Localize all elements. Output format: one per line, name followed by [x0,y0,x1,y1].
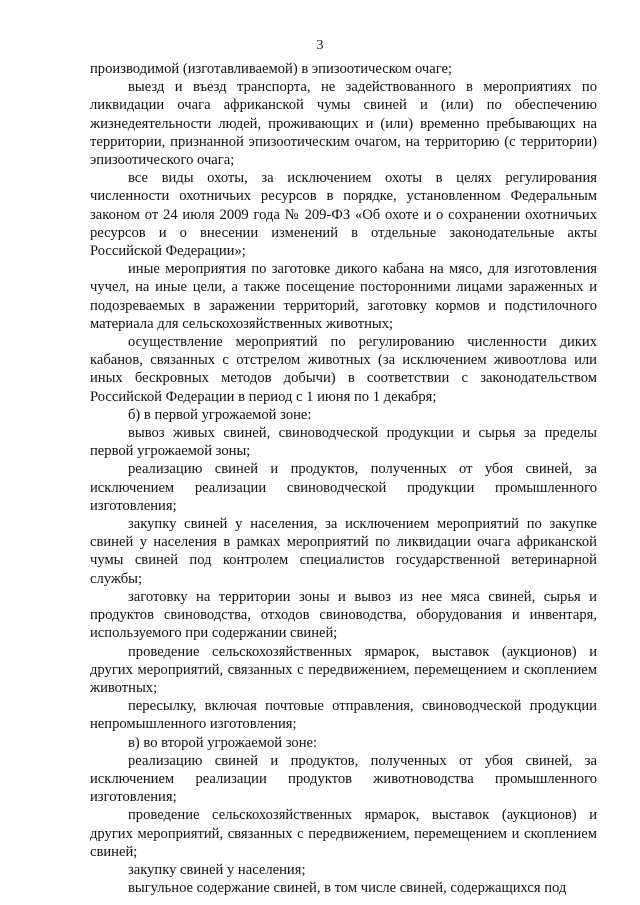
paragraph: реализацию свиней и продуктов, полученных от убоя свиней, за исключением реализации свиноводческой продукции промышленного изготовления; [90,461,597,514]
paragraph: все виды охоты, за исключением охоты в целях регулирования численности охотничьих ресурсов в порядке, установленном Федеральным законом от 24 июля 2009 года № 209-ФЗ «Об охоте и о сохранении охотничьих ресурсов и о внесении изменений в отдельные законодательные акты Российской Федерации»; [90,170,597,260]
paragraph: пересылку, включая почтовые отправления, свиноводческой продукции непромышленного изготовления; [90,698,597,733]
paragraph: вывоз живых свиней, свиноводческой продукции и сырья за пределы первой угрожаемой зоны; [90,425,597,460]
paragraph: выезд и въезд транспорта, не задействованного в мероприятиях по ликвидации очага африканской чумы свиней и (или) по обеспечению жизнедеятельности людей, проживающих и (или) временно пребывающих на территории, признанной эпизоотическим очагом, на территорию (с территории) эпизоотического очага; [90,79,597,169]
paragraph: заготовку на территории зоны и вывоз из нее мяса свиней, сырья и продуктов свиноводства, отходов свиноводства, оборудования и инвентаря, используемого при содержании свиней; [90,588,597,642]
paragraph: проведение сельскохозяйственных ярмарок, выставок (аукционов) и других мероприятий, связанных с передвижением, перемещением и скоплением свиней; [90,807,597,860]
paragraph: производимой (изготавливаемой) в эпизоотическом очаге; [90,61,453,77]
paragraph: осуществление мероприятий по регулированию численности диких кабанов, связанных с отстрелом животных (за исключением живоотлова или иных бескровных методов добычи) в соответствии с законодательством Российской Федерации в период с 1 июня по 1 декабря; [90,334,597,405]
paragraph: реализацию свиней и продуктов, полученных от убоя свиней, за исключением реализации продуктов животноводства промышленного изготовления; [90,752,597,806]
page-number: 3 [316,38,324,53]
paragraph: б) в первой угрожаемой зоне: [128,406,312,423]
paragraph: иные мероприятия по заготовке дикого кабана на мясо, для изготовления чучел, на иные цели, а также посещение посторонними лицами зараженных и подозреваемых в заражении территорий, заготовку кормов и подстилочного материала для сельскохозяйственных животных; [90,261,597,332]
paragraph: закупку свиней у населения; [128,861,306,878]
paragraph: проведение сельскохозяйственных ярмарок, выставок (аукционов) и других мероприятий, связанных с передвижением, перемещением и скоплением животных; [90,643,597,696]
document-body [90,60,597,897]
paragraph: закупку свиней у населения, за исключением мероприятий по закупке свиней у населения в рамках мероприятий по ликвидации очага африканской чумы свиней под контролем специалистов государственной ветеринарной службы; [90,516,597,587]
paragraph: выгульное содержание свиней, в том числе свиней, содержащихся под [128,880,567,897]
paragraph: в) во второй угрожаемой зоне: [128,734,318,751]
